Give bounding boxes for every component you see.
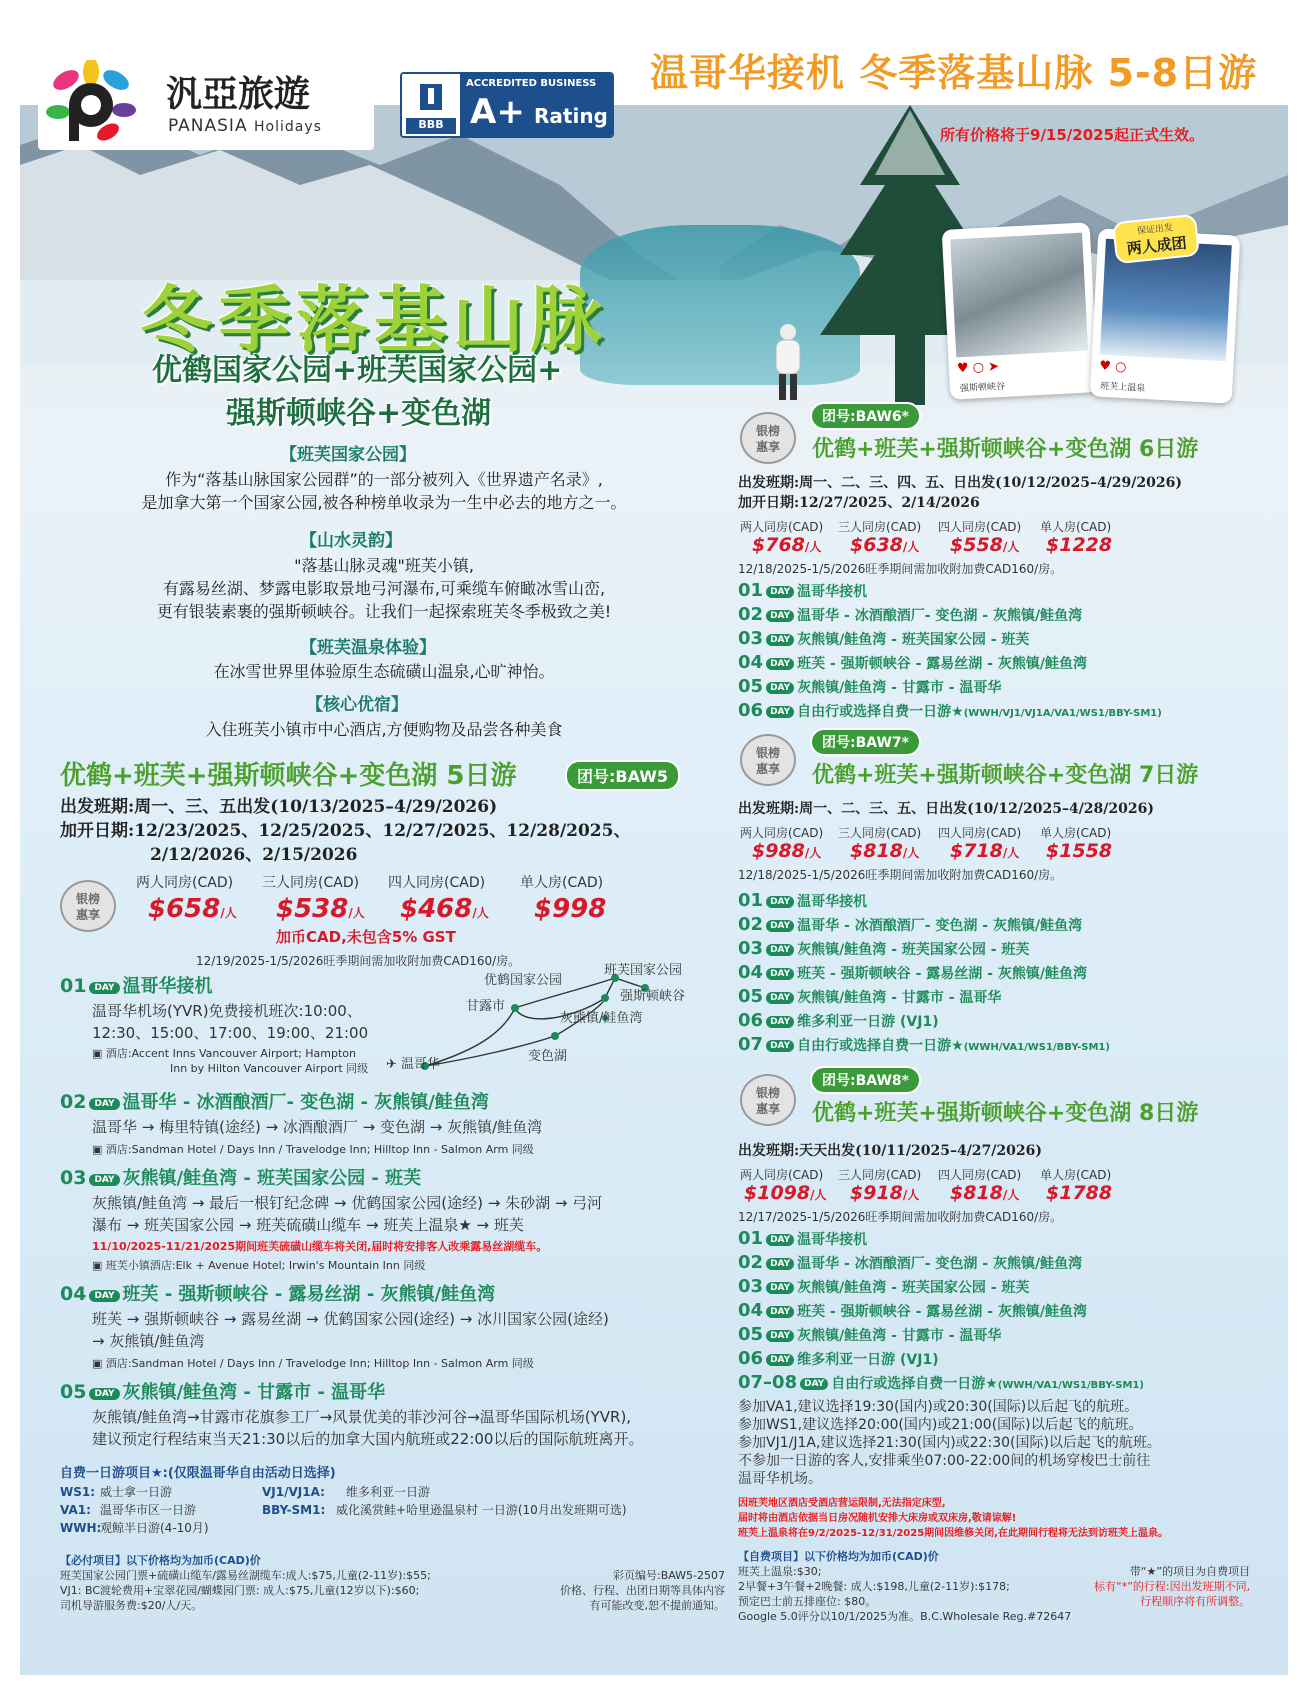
baw7-day-07: 07 DAY 自由行或选择自费一日游★(WWH/VA1/WS1/BBY-SM1) <box>738 1034 1110 1055</box>
baw8-day-06: 06 DAY 维多利亚一日游 (VJ1) <box>738 1348 939 1369</box>
hotel-icon: ▣ <box>92 1047 106 1060</box>
baw5-title: 优鹤+班芙+强斯顿峡谷+变色湖 5日游 <box>60 761 517 791</box>
hero-title: 冬季落基山脉 <box>140 278 609 362</box>
baw5-day-05-desc: 灰熊镇/鲑鱼湾→甘露市花旗参工厂→风景优美的菲沙河谷→温哥华国际机场(YVR), 建议预定行程结束当天21:30以后的加拿大国内航班或22:00以后的国际航班离开。 <box>92 1408 644 1448</box>
intro-heading-hotel: 【核心优宿】 <box>306 695 408 715</box>
baw5-label-single: 单人房(CAD) <box>520 875 604 891</box>
hero-subtitle-1: 优鹤国家公园+班芙国家公园+ <box>152 353 563 388</box>
must-pay-title: 【必付项目】以下价格均为加币(CAD)价 <box>60 1554 261 1567</box>
heart-icon: ♥ ○ <box>1098 358 1127 376</box>
silver-badge-icon: 银榜 惠享 <box>740 734 796 786</box>
intro-text-hotspring: 在冰雪世界里体验原生态硫磺山温泉,心旷神怡。 <box>213 662 555 681</box>
bbb-torch-icon: BBB <box>402 74 460 138</box>
airplane-icon: ✈ <box>386 1057 402 1072</box>
map-label-yoho: 优鹤国家公园 <box>484 973 563 988</box>
baw5-day-02: 02 DAY 温哥华 - 冰酒酿酒厂- 变色湖 - 灰熊镇/鲑鱼湾 <box>60 1091 489 1113</box>
hero-subtitle-2: 强斯顿峡谷+变色湖 <box>226 396 492 431</box>
map-label-johnston: 强斯顿峡谷 <box>620 989 686 1004</box>
silver-badge-icon: 银榜 惠享 <box>740 412 796 464</box>
baw8-flight-notes: 参加VA1,建议选择19:30(国内)或20:30(国际)以后起飞的航班。 参加WS1,建议选择20:00(国内)或21:00(国际)以后起飞的航班。 参加VJ1/J1A,建议选择21:30(国内)或22:30(国际)以后起飞的航班。 不参加一日游的客人,安排乘坐07:00-22:00间的机场穿梭巴士前往 温哥华机场。 <box>738 1399 1161 1487</box>
must-pay-list: 班芙国家公园门票+硫磺山缆车/露易丝湖缆车:成人:$75,儿童(2-11岁):$55; VJ1: BC渡轮费用+宝翠花园/蝴蝶园门票: 成人:$75,儿童(12岁以下):$60; 司机导游服务费:$20/人/天。 <box>60 1569 431 1612</box>
logo-en-text: PANASIA Holidays <box>168 116 322 136</box>
baw6-price-double: $768/人 <box>752 534 822 556</box>
baw8-departure: 出发班期:天天出发(10/11/2025–4/27/2026) <box>738 1143 1042 1159</box>
baw6-day-05: 05 DAY 灰熊镇/鲑鱼湾 - 甘露市 - 温哥华 <box>738 676 1002 697</box>
baw6-extra-dates: 加开日期:12/27/2025、2/14/2026 <box>738 495 980 511</box>
silver-badge-icon: 银榜 惠享 <box>740 1074 796 1126</box>
baw7-price-double: $988/人 <box>752 840 822 862</box>
baw5-gst-note: 加币CAD,未包含5% GST <box>276 928 456 946</box>
canyon-photo <box>950 233 1088 358</box>
map-label-banff: 班芙国家公园 <box>604 963 683 978</box>
baw6-code-tag: 团号:BAW6* <box>810 402 921 430</box>
baw8-day-02: 02 DAY 温哥华 - 冰酒酿酒厂- 变色湖 - 灰熊镇/鲑鱼湾 <box>738 1252 1083 1273</box>
panasia-logo <box>38 56 374 150</box>
photo-card-johnston-canyon <box>942 222 1099 400</box>
baw6-label-double: 两人同房(CAD) <box>740 520 824 534</box>
map-label-kamloops: 甘露市 <box>466 999 506 1014</box>
baw5-price-quad: $468/人 <box>400 894 489 924</box>
baw5-day-04-desc: 班芙 → 强斯顿峡谷 → 露易丝湖 → 优鹤国家公园(途经) → 冰川国家公园(途经) → 灰熊镇/鲑鱼湾 <box>92 1310 609 1350</box>
baw8-label-double: 两人同房(CAD) <box>740 1168 824 1182</box>
baw8-price-double: $1098/人 <box>744 1182 827 1204</box>
baw6-day-03: 03 DAY 灰熊镇/鲑鱼湾 - 班芙国家公园 - 班芙 <box>738 628 1030 649</box>
baw7-label-quad: 四人同房(CAD) <box>938 826 1022 840</box>
baw5-departure: 出发班期:周一、三、五出发(10/13/2025–4/29/2026) <box>60 797 498 817</box>
baw6-price-quad: $558/人 <box>950 534 1020 556</box>
two-person-badge: 保证出发 两人成团 <box>1112 214 1200 265</box>
baw5-day-04: 04 DAY 班芙 - 强斯顿峡谷 - 露易丝湖 - 灰熊镇/鲑鱼湾 <box>60 1283 496 1305</box>
bbb-text: ACCREDITED BUSINESS A+ Rating <box>460 74 614 138</box>
effective-date-note: 所有价格将于9/15/2025起正式生效。 <box>940 126 1205 144</box>
baw5-day-03-hotel: ▣ 班芙小镇酒店:Elk + Avenue Hotel; Irwin's Mountain Inn 同级 <box>92 1259 426 1272</box>
baw8-label-quad: 四人同房(CAD) <box>938 1168 1022 1182</box>
baw5-extra-dates-1: 加开日期:12/23/2025、12/25/2025、12/27/2025、12/28/2025、 <box>60 821 631 841</box>
panasia-logo-mark <box>46 60 136 146</box>
baw5-peak-note: 12/19/2025-1/5/2026旺季期间需加收附加费CAD160/房。 <box>196 954 521 968</box>
photo-caption-1: 强斯顿峡谷 <box>959 381 1006 395</box>
baw7-day-04: 04 DAY 班芙 - 强斯顿峡谷 - 露易丝湖 - 灰熊镇/鲑鱼湾 <box>738 962 1087 983</box>
hotel-icon: ▣ <box>92 1259 106 1272</box>
intro-heading-scenery: 【山水灵韵】 <box>300 531 402 551</box>
intro-text-banff: 作为“落基山脉国家公园群”的一部分被列入《世界遗产名录》, 是加拿大第一个国家公园,被各种榜单收录为一生中必去的地方之一。 <box>141 470 627 512</box>
baw8-day-01: 01 DAY 温哥华接机 <box>738 1228 868 1249</box>
baw6-label-quad: 四人同房(CAD) <box>938 520 1022 534</box>
brochure-disclaimer: 彩页编号:BAW5-2507 价格、行程、出团日期等具体内容 有可能改变,恕不提前通知。 <box>560 1569 725 1612</box>
baw6-price-single: $1228 <box>1046 534 1113 556</box>
optional-bby-sm1: BBY-SM1: 威化溪赏鲑+哈里逊温泉村 一日游(10月出发班期可选) <box>262 1503 627 1517</box>
baw6-label-triple: 三人同房(CAD) <box>838 520 922 534</box>
hotel-icon: ▣ <box>92 1357 106 1370</box>
map-label-revelstoke: 灰熊镇/鲑鱼湾 <box>560 1011 643 1026</box>
baw8-code-tag: 团号:BAW8* <box>810 1066 921 1094</box>
baw7-price-triple: $818/人 <box>850 840 920 862</box>
baw6-day-04: 04 DAY 班芙 - 强斯顿峡谷 - 露易丝湖 - 灰熊镇/鲑鱼湾 <box>738 652 1087 673</box>
optional-ws1: WS1: 威士拿一日游 <box>60 1485 173 1499</box>
baw7-code-tag: 团号:BAW7* <box>810 728 921 756</box>
baw5-day-01: 01 DAY 温哥华接机 <box>60 975 213 997</box>
baw7-day-06: 06 DAY 维多利亚一日游 (VJ1) <box>738 1010 939 1031</box>
baw8-day-05: 05 DAY 灰熊镇/鲑鱼湾 - 甘露市 - 温哥华 <box>738 1324 1002 1345</box>
baw5-label-double: 两人同房(CAD) <box>136 875 234 891</box>
baw6-day-01: 01 DAY 温哥华接机 <box>738 580 868 601</box>
baw8-title: 优鹤+班芙+强斯顿峡谷+变色湖 8日游 <box>812 1101 1199 1126</box>
baw8-label-triple: 三人同房(CAD) <box>838 1168 922 1182</box>
intro-text-scenery: "落基山脉灵魂"班芙小镇, 有露易丝湖、梦露电影取景地弓河瀑布,可乘缆车俯瞰冰雪山峦, 更有银装素裹的强斯顿峡谷。让我们一起探索班芙冬季极致之美! <box>156 556 612 621</box>
self-pay-title: 【自费项目】以下价格均为加币(CAD)价 <box>738 1550 939 1563</box>
baw8-peak-note: 12/17/2025-1/5/2026旺季期间需加收附加费CAD160/房。 <box>738 1210 1063 1224</box>
map-label-vancouver: ✈ 温哥华 <box>386 1057 441 1072</box>
baw8-label-single: 单人房(CAD) <box>1040 1168 1112 1182</box>
baw6-day-02: 02 DAY 温哥华 - 冰酒酿酒厂- 变色湖 - 灰熊镇/鲑鱼湾 <box>738 604 1083 625</box>
map-label-chameleon-lake: 变色湖 <box>528 1049 568 1064</box>
optional-wwh: WWH:观鲸半日游(4-10月) <box>60 1521 209 1535</box>
baw5-label-quad: 四人同房(CAD) <box>388 875 486 891</box>
baw5-day-01-hotel: ▣ 酒店:Accent Inns Vancouver Airport; Hampton Inn by Hilton Vancouver Airport 同级 <box>92 1047 369 1075</box>
page-title: 温哥华接机 冬季落基山脉 5-8日游 <box>650 51 1258 95</box>
baw7-day-01: 01 DAY 温哥华接机 <box>738 890 868 911</box>
self-pay-symbol-legend: 带“★”的项目为自费项目 标有“*”的行程:因出发班期不同, 行程顺序将有所调整。 <box>1094 1565 1251 1608</box>
baw6-title: 优鹤+班芙+强斯顿峡谷+变色湖 6日游 <box>812 437 1199 462</box>
optional-vj1: VJ1/VJ1A: 维多利亚一日游 <box>262 1485 431 1499</box>
baw6-price-triple: $638/人 <box>850 534 920 556</box>
baw7-day-02: 02 DAY 温哥华 - 冰酒酿酒厂- 变色湖 - 灰熊镇/鲑鱼湾 <box>738 914 1083 935</box>
baw7-price-single: $1558 <box>1046 840 1113 862</box>
logo-cn-text: 汎亞旅遊 <box>166 74 311 115</box>
baw8-day-04: 04 DAY 班芙 - 强斯顿峡谷 - 露易丝湖 - 灰熊镇/鲑鱼湾 <box>738 1300 1087 1321</box>
baw5-day-01-desc: 温哥华机场(YVR)免费接机班次:10:00、 12:30、15:00、17:00、19:00、21:00 <box>92 1002 369 1042</box>
baw5-day-05: 05 DAY 灰熊镇/鲑鱼湾 - 甘露市 - 温哥华 <box>60 1381 386 1403</box>
silver-badge-icon: 银榜 惠享 <box>60 880 116 932</box>
self-pay-list: 班芙上温泉:$30; 2早餐+3午餐+2晚餐: 成人:$198,儿童(2-11岁):$178; 预定巴士前五排座位: $80。 Google 5.0评分以10/1/2025为准。B.C.Wholesale Reg.#72647 <box>738 1565 1072 1623</box>
optional-tours-title: 自费一日游项目★:(仅限温哥华自由活动日选择) <box>60 1466 336 1481</box>
baw5-price-double: $658/人 <box>148 894 237 924</box>
baw6-peak-note: 12/18/2025-1/5/2026旺季期间需加收附加费CAD160/房。 <box>738 562 1063 576</box>
baw7-label-triple: 三人同房(CAD) <box>838 826 922 840</box>
hiker-figure <box>762 322 814 402</box>
baw7-label-double: 两人同房(CAD) <box>740 826 824 840</box>
baw6-day-06: 06 DAY 自由行或选择自费一日游★(WWH/VJ1/VJ1A/VA1/WS1/BBY-SM1) <box>738 700 1162 721</box>
baw5-label-triple: 三人同房(CAD) <box>262 875 360 891</box>
baw8-warning-notes: 因班芙地区酒店受酒店营运限制,无法指定床型, 届时将由酒店依据当日房况随机安排大床房或双床房,敬请谅解! 班芙上温泉将在9/2/2025-12/31/2025期间因维修关闭,在此期间行程将无法到访班芙上温泉。 <box>738 1498 1168 1539</box>
baw8-day-03: 03 DAY 灰熊镇/鲑鱼湾 - 班芙国家公园 - 班芙 <box>738 1276 1030 1297</box>
baw7-label-single: 单人房(CAD) <box>1040 826 1112 840</box>
baw8-price-triple: $918/人 <box>850 1182 920 1204</box>
baw7-title: 优鹤+班芙+强斯顿峡谷+变色湖 7日游 <box>812 763 1199 788</box>
baw5-day-03-gondola-note: 11/10/2025-11/21/2025期间班芙硫磺山缆车将关闭,届时将安排客人改乘露易丝湖缆车。 <box>92 1240 548 1253</box>
photo-caption-2: 班芙上温泉 <box>1099 381 1146 395</box>
baw6-label-single: 单人房(CAD) <box>1040 520 1112 534</box>
baw7-price-quad: $718/人 <box>950 840 1020 862</box>
baw5-extra-dates-2: 2/12/2026、2/15/2026 <box>150 845 358 865</box>
bbb-rating-badge <box>400 72 614 138</box>
optional-va1: VA1: 温哥华市区一日游 <box>60 1503 197 1517</box>
intro-heading-hotspring: 【班芙温泉体验】 <box>300 638 436 658</box>
baw7-departure: 出发班期:周一、二、三、五、日出发(10/12/2025–4/28/2026) <box>738 801 1154 817</box>
baw5-day-03: 03 DAY 灰熊镇/鲑鱼湾 - 班芙国家公园 - 班芙 <box>60 1167 422 1189</box>
baw7-day-05: 05 DAY 灰熊镇/鲑鱼湾 - 甘露市 - 温哥华 <box>738 986 1002 1007</box>
baw5-price-triple: $538/人 <box>276 894 365 924</box>
intro-text-hotel: 入住班芙小镇市中心酒店,方便购物及品尝各种美食 <box>205 720 563 739</box>
baw7-peak-note: 12/18/2025-1/5/2026旺季期间需加收附加费CAD160/房。 <box>738 868 1063 882</box>
baw8-day-07-08: 07–08 DAY 自由行或选择自费一日游★(WWH/VA1/WS1/BBY-SM1) <box>738 1372 1144 1393</box>
heart-icon: ♥ ○ ➤ <box>956 359 1000 377</box>
baw6-departure: 出发班期:周一、二、三、四、五、日出发(10/12/2025–4/29/2026) <box>738 475 1182 491</box>
hotel-icon: ▣ <box>92 1143 106 1156</box>
baw8-price-quad: $818/人 <box>950 1182 1020 1204</box>
baw5-day-02-desc: 温哥华 → 梅里特镇(途经) → 冰酒酿酒厂 → 变色湖 → 灰熊镇/鲑鱼湾 <box>92 1118 543 1136</box>
baw5-day-03-desc: 灰熊镇/鲑鱼湾 → 最后一根钉纪念碑 → 优鹤国家公园(途经) → 朱砂湖 → 弓河 瀑布 → 班芙国家公园 → 班芙硫磺山缆车 → 班芙上温泉★ → 班芙 <box>92 1194 603 1234</box>
baw5-day-04-hotel: ▣ 酒店:Sandman Hotel / Days Inn / Travelodge Inn; Hilltop Inn - Salmon Arm 同级 <box>92 1357 534 1370</box>
baw8-price-single: $1788 <box>1046 1182 1113 1204</box>
baw5-price-single: $998 <box>534 894 607 924</box>
baw5-day-02-hotel: ▣ 酒店:Sandman Hotel / Days Inn / Travelodge Inn; Hilltop Inn - Salmon Arm 同级 <box>92 1143 534 1156</box>
baw5-code-tag: 团号:BAW5 <box>565 760 680 791</box>
intro-heading-banff: 【班芙国家公园】 <box>280 445 416 465</box>
baw7-day-03: 03 DAY 灰熊镇/鲑鱼湾 - 班芙国家公园 - 班芙 <box>738 938 1030 959</box>
